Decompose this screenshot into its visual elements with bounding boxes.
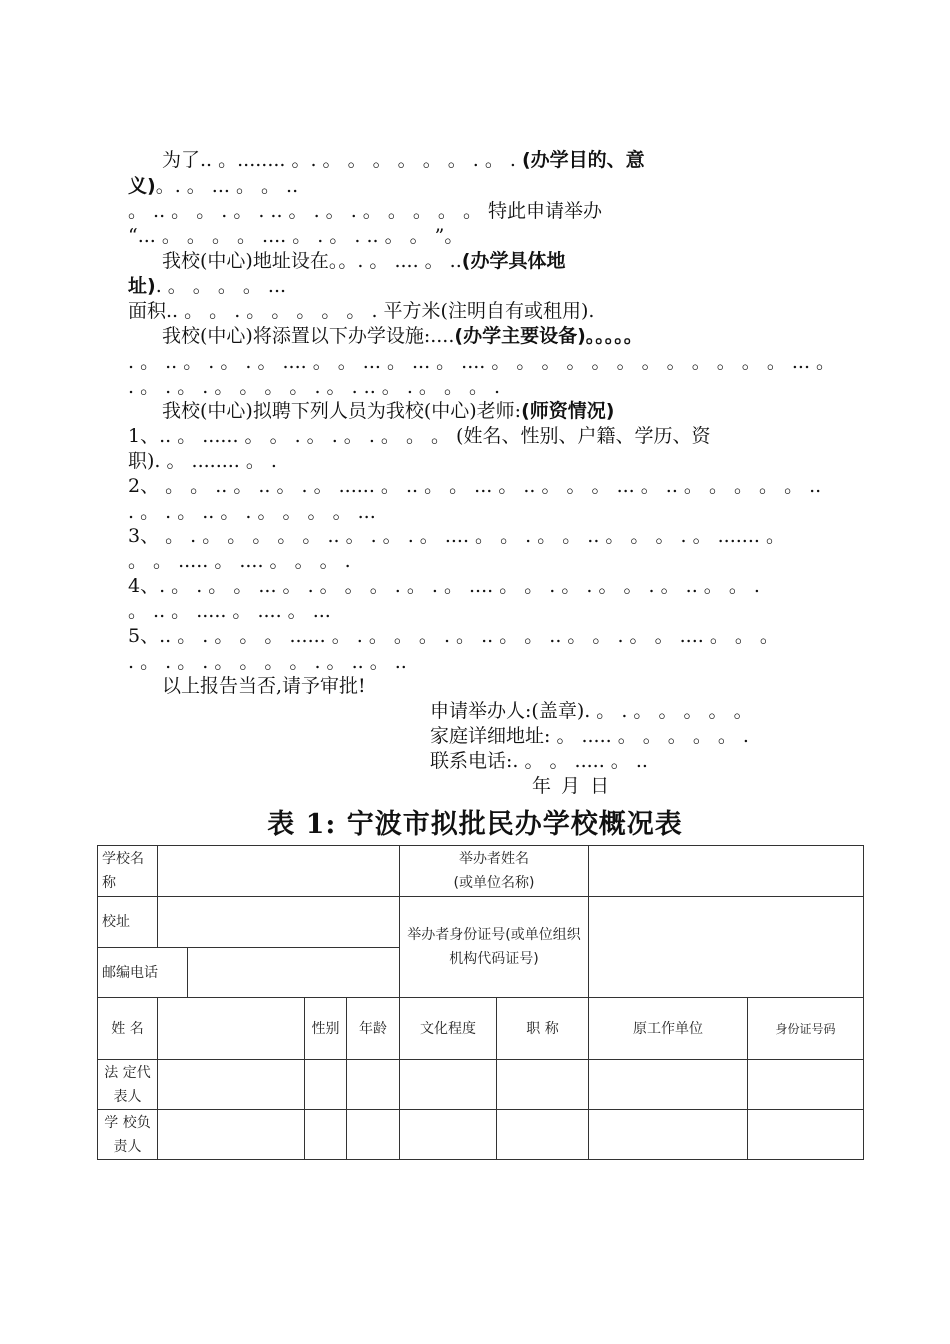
row-label-school-head: 学 校负责人 bbox=[98, 1110, 158, 1160]
table-title: 表 1: 宁波市拟批民办学校概况表 bbox=[267, 809, 683, 840]
letter-line: . 。 . 。 . 。 。 。 。 . 。 . .. 。 . 。 。 。 . bbox=[128, 376, 501, 398]
header-gender: 性别 bbox=[305, 998, 347, 1060]
cell-input[interactable] bbox=[589, 1110, 748, 1160]
header-id-no: 身份证号码 bbox=[748, 998, 864, 1060]
label-postcode-phone: 邮编电话 bbox=[98, 948, 188, 998]
letter-line: “... 。 。 。 。 .... 。 . 。 . .. 。 。 ”。 bbox=[128, 225, 464, 247]
signature-phone: 联系电话:. 。 。 ..... 。 .. bbox=[430, 750, 648, 772]
input-header-name[interactable] bbox=[158, 998, 305, 1060]
cell-input[interactable] bbox=[589, 1060, 748, 1110]
closing-line: 以上报告当否,请予审批! bbox=[162, 675, 366, 697]
letter-text: 我校(中心)地址设在。。. 。 .... 。 .. bbox=[162, 250, 462, 272]
input-address[interactable] bbox=[158, 897, 400, 948]
header-prev-unit: 原工作单位 bbox=[589, 998, 748, 1060]
teacher-line: 2、 。 。 .. 。 .. 。 . 。 ...... 。 .. 。 。 ... 。 .. 。 。 。 ... 。 .. 。 。 。 。 。 .. bbox=[128, 475, 822, 497]
table-row bbox=[98, 846, 864, 897]
letter-line bbox=[128, 174, 828, 198]
label-organizer-id: 举办者身份证号(或单位组织机构代码证号) bbox=[400, 897, 589, 998]
cell-input[interactable] bbox=[497, 1110, 589, 1160]
letter-text: . 。 。 。 。 ... bbox=[155, 275, 287, 297]
signature-date: 年 月 日 bbox=[532, 775, 612, 797]
label-address: 校址 bbox=[98, 897, 158, 948]
field-hint: (办学主要设备)。。。。。 bbox=[454, 325, 643, 347]
field-hint: 义) bbox=[128, 175, 156, 197]
letter-text: 为了.. 。........ 。. 。 。 。 。 。 。 . 。 . bbox=[162, 149, 522, 171]
teacher-line: 1、.. 。 ...... 。 。 . 。 . 。 . 。 。 。 (姓名、性别、户籍、学历、资 bbox=[128, 425, 711, 447]
label-organizer-name bbox=[400, 846, 589, 897]
field-hint: 址) bbox=[128, 275, 156, 297]
teacher-line: 5、.. 。 . 。 。 。 ...... 。 . 。 。 。 . 。 .. 。 。 .. 。 。 . 。 。 .... 。 。 。 bbox=[128, 625, 779, 647]
letter-line: 。 .. 。 。 . 。 . .. 。 . 。 . 。 。 。 。 。 特此申请举办 bbox=[128, 200, 602, 222]
cell-input[interactable] bbox=[748, 1060, 864, 1110]
cell-input[interactable] bbox=[400, 1060, 497, 1110]
cell-input[interactable] bbox=[347, 1060, 400, 1110]
input-postcode-phone[interactable] bbox=[188, 948, 400, 998]
table-row bbox=[98, 1110, 864, 1160]
teacher-line: . 。 . 。 . 。 。 。 。 . 。 .. 。 .. bbox=[128, 651, 407, 673]
letter-line: 面积.. 。 。 . 。 。 。 。 。 . 平方米(注明自有或租用). bbox=[128, 300, 595, 322]
cell-input[interactable] bbox=[497, 1060, 589, 1110]
school-overview-table bbox=[97, 845, 864, 1160]
letter-text: 我校(中心)拟聘下列人员为我校(中心)老师: bbox=[162, 400, 522, 422]
letter-line bbox=[128, 274, 828, 298]
organizer-name-text: 举办者姓名 bbox=[459, 851, 529, 867]
teacher-line: 4、. 。 . 。 。 ... 。 . 。 。 。 . 。 . 。 .... 。 。 . 。 . 。 。 . 。 .. 。 。 . bbox=[128, 575, 760, 597]
cell-input[interactable] bbox=[347, 1110, 400, 1160]
input-school-name[interactable] bbox=[158, 846, 400, 897]
teacher-line: 职). 。 ........ 。 . bbox=[128, 450, 277, 472]
cell-input[interactable] bbox=[748, 1110, 864, 1160]
cell-input[interactable] bbox=[305, 1060, 347, 1110]
letter-text: 我校(中心)将添置以下办学设施:.... bbox=[162, 325, 455, 347]
letter-line bbox=[162, 249, 862, 273]
signature-address: 家庭详细地址: 。 ..... 。 。 。 。 。 . bbox=[430, 725, 749, 747]
signature-applicant: 申请举办人:(盖章). 。 . 。 。 。 。 。 bbox=[430, 700, 753, 722]
cell-input[interactable] bbox=[400, 1110, 497, 1160]
table-row bbox=[98, 1060, 864, 1110]
header-education: 文化程度 bbox=[400, 998, 497, 1060]
table-row bbox=[98, 897, 864, 948]
letter-line bbox=[162, 324, 862, 348]
table-header-row bbox=[98, 998, 864, 1060]
letter-text: 。. 。 ... 。 。 .. bbox=[155, 175, 299, 197]
field-hint: (办学目的、意 bbox=[522, 149, 645, 171]
label-school-name: 学校名称 bbox=[98, 846, 158, 897]
header-age: 年龄 bbox=[347, 998, 400, 1060]
row-label-legal-rep: 法 定代表人 bbox=[98, 1060, 158, 1110]
letter-line bbox=[162, 148, 862, 172]
letter-line bbox=[162, 399, 862, 423]
teacher-line: . 。 . 。 .. 。 . 。 。 。 。 ... bbox=[128, 501, 376, 523]
input-organizer-name[interactable] bbox=[589, 846, 864, 897]
header-name: 姓 名 bbox=[98, 998, 158, 1060]
field-hint: (办学具体地 bbox=[461, 250, 566, 272]
cell-input[interactable] bbox=[305, 1110, 347, 1160]
organizer-unit-text: (或单位名称) bbox=[453, 875, 535, 891]
teacher-line: 。 .. 。 ..... 。 .... 。 ... bbox=[128, 600, 331, 622]
letter-line: . 。 .. 。 . 。 . 。 .... 。 。 ... 。 ... 。 .... 。 。 。 。 。 。 。 。 。 。 。 。 ... 。 bbox=[128, 351, 836, 373]
cell-input[interactable] bbox=[158, 1060, 305, 1110]
teacher-line: 3、 。 . 。 。 。 。 。 .. 。 . 。 . 。 .... 。 。 . 。 。 .. 。 。 。 . 。 ....... 。 bbox=[128, 525, 785, 547]
field-hint: (师资情况) bbox=[521, 400, 615, 422]
header-title: 职 称 bbox=[497, 998, 589, 1060]
input-organizer-id[interactable] bbox=[589, 897, 864, 998]
teacher-line: 。 。 ..... 。 .... 。 。 。 . bbox=[128, 550, 351, 572]
cell-input[interactable] bbox=[158, 1110, 305, 1160]
